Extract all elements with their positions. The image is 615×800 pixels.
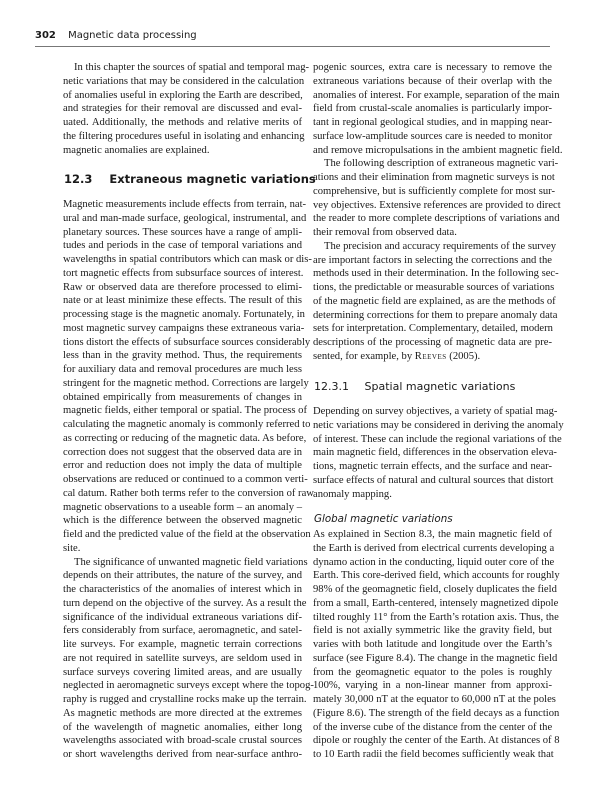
text-line: In this chapter the sources of spatial and temporal mag- [74, 62, 310, 73]
text-line: for auxiliary data and removal procedures are much less [63, 364, 302, 375]
text-line: tant in regional geological studies, and in mapping near- [313, 117, 552, 128]
text-line: descriptions of the processing of magnetic data are pre- [313, 337, 552, 348]
text-line: site. [63, 542, 81, 554]
header-rule [35, 46, 550, 47]
text-line: methods used in their determination. In the following sec- [313, 268, 559, 280]
text-line: depends on their attributes, the nature of the survey, and [63, 570, 302, 582]
text-line: are important factors in selecting the corrections and the [313, 254, 552, 266]
text-line: raphy is rugged and crystalline rocks make up the terrain. [63, 694, 307, 705]
text-line: their removal from observed data. [313, 227, 457, 238]
text-line: surface surveys covering limited areas, and are usually [63, 666, 302, 678]
text-line: of the magnetic field are explained, as are the methods of [313, 295, 556, 307]
text-line: fers considerably from surface, aeromagnetic, and satel- [63, 625, 302, 637]
text-line: main magnetic field, differences in the observation eleva- [313, 447, 557, 459]
paragraph [313, 528, 560, 762]
text-line: less than in the gravity method. Thus, the requirements [63, 350, 302, 362]
running-head [35, 30, 197, 41]
section-title: Extraneous magnetic variations [109, 172, 316, 186]
text-line: extraneous variations because of their overlap with the [313, 75, 552, 87]
text-line: as correcting or reducing of the magnetic data. As before, [63, 432, 307, 444]
author-name: Reeves [414, 350, 447, 362]
text-line: are not required in satellite surveys, are seldom used in [63, 652, 302, 664]
text-block [63, 61, 310, 157]
text-segment: sented, for example, by [313, 350, 415, 362]
text-line: processing stage is the magnetic anomaly. Fortunately, in [63, 309, 305, 320]
text-line: tort magnetic effects from subsurface sources of interest. [63, 267, 304, 279]
text-line: lite surveys. For example, magnetic terrain corrections [63, 639, 302, 650]
text-line: surface low-amplitude sources care is needed to monitor [313, 130, 553, 142]
text-line: The precision and accuracy requirements of the survey [324, 240, 557, 252]
text-line: 98% of the geomagnetic field, closely duplicates the field [313, 584, 557, 595]
text-line: Magnetic measurements include effects from terrain, nat- [63, 199, 307, 210]
text-line: from the geomagnetic equator to the poles is roughly [313, 666, 552, 678]
text-line: anomalies of interest. For example, separation of the main [313, 89, 560, 101]
text-line: tilted roughly 11° from the Earth’s rotation axis. Thus, the [313, 611, 559, 623]
text-block [313, 61, 563, 364]
text-line: the characteristics of the anomalies of interest which in [63, 584, 302, 595]
text-line: most magnetic survey campaigns these extraneous varia- [63, 322, 305, 334]
text-line: The following description of extraneous magnetic vari- [324, 158, 559, 170]
text-line: magnetic anomalies are explained. [63, 144, 210, 156]
text-line: calculating the magnetic anomaly is commonly referred to [63, 419, 311, 430]
text-line: anomaly mapping. [313, 488, 392, 500]
text-line: of the inverse cube of the distance from the center of the [313, 721, 553, 733]
text-line [313, 350, 552, 364]
text-line: field and the predicted value of the field at the observation [63, 529, 311, 540]
paragraph [63, 198, 314, 556]
text-line: and strategies for their removal are discussed and eval- [63, 103, 302, 115]
subsection-number: 12.3.1 [314, 380, 349, 393]
text-line: Earth. This core-derived field, which accounts for roughly [313, 570, 560, 582]
text-line: uated. Additionally, the methods and relative merits of [63, 117, 302, 128]
paragraph [313, 157, 561, 240]
text-line: cal datum. Rather both terms refer to the conversion of raw [63, 487, 314, 499]
text-line: The significance of unwanted magnetic field variations [74, 556, 308, 568]
text-line: Depending on survey objectives, a variety of spatial mag- [313, 406, 558, 417]
text-line: stringent for the magnetic method. Corrections are largely [63, 377, 309, 389]
text-line: the reader to more complete descriptions of variations and [313, 213, 560, 225]
text-line: field is not axially symmetric like the gravity field, but [313, 625, 552, 637]
running-title: Magnetic data processing [68, 30, 197, 41]
text-line: magnetic fields, either temporal or spatial. The process of [63, 405, 307, 417]
text-line: varies with both latitude and longitude over the Earth’s [313, 639, 552, 650]
text-line: (Figure 8.6). The strength of the field decays as a function [313, 707, 560, 719]
text-line: As explained in Section 8.3, the main magnetic field of [313, 529, 552, 540]
text-line: tudes and periods in the case of temporal variations and [63, 240, 302, 252]
text-line: determining corrections for them to prepare anomaly data [313, 309, 558, 321]
paragraph [313, 61, 563, 157]
text-line: netic variations may be considered in deriving the anomaly [313, 419, 564, 431]
text-line: dynamo action in the conducting, liquid outer core of the [313, 556, 555, 568]
paragraph [63, 61, 310, 157]
text-line: vey objectives. Extensive references are provided to direct [313, 199, 561, 211]
paragraph [313, 240, 559, 364]
text-line: of interest. These can include the regional variations of the [313, 433, 562, 445]
text-line: ations and their elimination from magnetic surveys is not [313, 172, 555, 183]
text-line: of the wavelength of magnetic anomalies, either long [63, 721, 302, 733]
text-line: nate or at least minimize these effects. The result of this [63, 295, 302, 307]
section-heading [64, 172, 316, 186]
text-block [313, 528, 560, 762]
text-segment: (2005). [446, 350, 481, 362]
text-line: pogenic sources, extra care is necessary to remove the [313, 62, 552, 73]
text-line: of anomalies useful in exploring the Earth are described, [63, 89, 303, 101]
text-line: error and reduction does not imply the data of multiple [63, 460, 302, 472]
text-line: comprehensive, but is sufficiently complete for most sur- [313, 185, 556, 197]
text-line: to 10 Earth radii the field becomes sufficiently weak that [313, 749, 554, 760]
text-line: surface effects of natural and cultural sources that distort [313, 474, 554, 486]
text-block [63, 198, 314, 762]
text-line: mately 30,000 nT at the equator to 60,000 nT at the poles [313, 694, 556, 705]
text-line: observations are reduced or continued to a common verti- [63, 474, 308, 485]
text-line: surface (see Figure 8.4). The change in the magnetic field [313, 652, 558, 664]
paragraph [63, 556, 314, 762]
text-line: turn depend on the objective of the survey. As a result the [63, 597, 307, 609]
text-line: obtained empirically from measurements of changes in [63, 391, 302, 403]
text-line: sets for interpretation. Complementary, detailed, modern [313, 323, 553, 335]
text-line: ural and man-made surface, geological, instrumental, and [63, 212, 307, 224]
paragraph [313, 405, 564, 501]
text-line: field from crustal-scale anomalies is particularly impor- [313, 103, 552, 115]
text-line: and remove micropulsations in the ambient magnetic field. [313, 144, 563, 156]
subsection-heading [314, 380, 515, 393]
text-line: tions, magnetic terrain effects, and the surface and near- [313, 461, 552, 472]
text-line: or short wavelengths derived from near-surface anthro- [63, 749, 302, 760]
text-line: 100%, varying in a non-linear manner from approxi- [313, 680, 552, 692]
text-line: which is the difference between the observed magnetic [63, 515, 302, 527]
text-line: from a small, Earth-centered, intensely magnetized dipole [313, 597, 559, 609]
text-line: planetary sources. These sources have a range of ampli- [63, 226, 302, 238]
text-line: tions distort the effects of subsurface sources considerably [63, 336, 311, 348]
text-line: Raw or observed data are therefore processed to elimi- [63, 281, 302, 293]
text-line: tions, the predictable or measurable sources of variations [313, 282, 555, 293]
subsection-title: Spatial magnetic variations [364, 380, 516, 393]
text-line: wavelengths in spatial contributors which can mask or dis- [63, 254, 312, 265]
text-line: magnetic observations to a useable form – an anomaly – [63, 501, 302, 513]
page-number: 302 [35, 30, 56, 41]
text-line: wavelengths associated with broad-scale crustal sources [63, 735, 302, 747]
text-line: the filtering procedures useful in isolating and enhancing [63, 130, 305, 142]
text-line: correction does not suggest that the observed data are in [63, 446, 302, 458]
subsubsection-heading: Global magnetic variations [314, 513, 453, 525]
text-line: dipole or roughly the center of the Earth. At distances of 8 [313, 735, 560, 747]
text-line: significance of the individual extraneous variations dif- [63, 611, 302, 623]
text-block [313, 405, 564, 501]
text-line: neglected in aeromagnetic surveys except where the topog- [63, 680, 314, 692]
text-line: the Earth is derived from electrical currents developing a [313, 542, 555, 554]
text-line: netic variations that may be considered in the calculation [63, 75, 305, 87]
text-line: As magnetic methods are more directed at the extremes [63, 707, 302, 719]
section-number: 12.3 [64, 172, 93, 186]
